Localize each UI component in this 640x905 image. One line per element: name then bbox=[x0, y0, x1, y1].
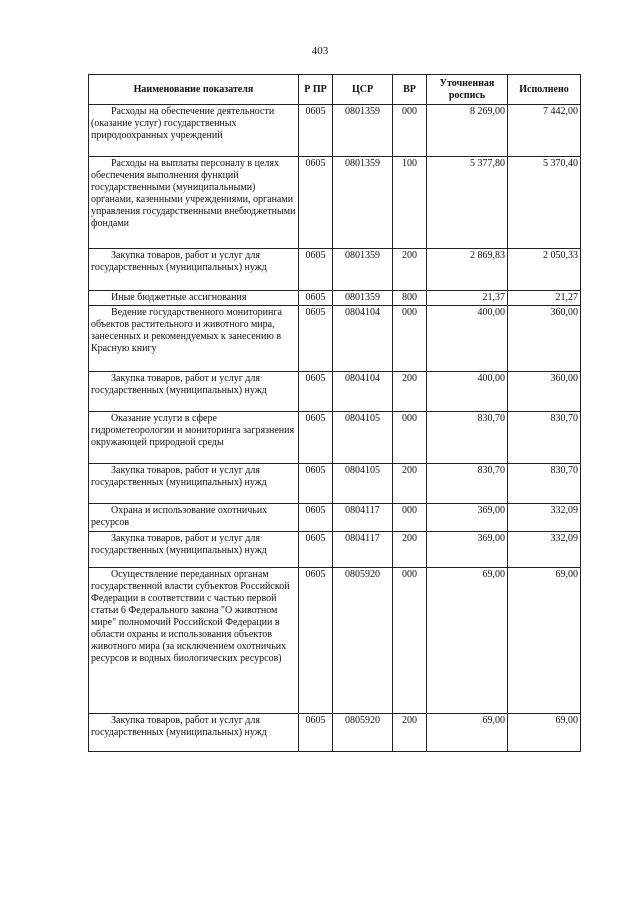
row-done: 830,70 bbox=[508, 412, 581, 464]
row-rpr: 0605 bbox=[299, 568, 333, 714]
row-vr: 000 bbox=[393, 306, 427, 372]
header-plan: Уточненная роспись bbox=[427, 75, 508, 105]
row-done: 5 370,40 bbox=[508, 157, 581, 249]
row-rpr: 0605 bbox=[299, 504, 333, 532]
row-csr: 0801359 bbox=[333, 249, 393, 291]
row-vr: 200 bbox=[393, 249, 427, 291]
row-rpr: 0605 bbox=[299, 372, 333, 412]
row-done: 69,00 bbox=[508, 714, 581, 752]
budget-table bbox=[88, 74, 581, 752]
row-csr: 0801359 bbox=[333, 291, 393, 306]
row-plan: 369,00 bbox=[427, 504, 508, 532]
row-csr: 0805920 bbox=[333, 568, 393, 714]
row-done: 830,70 bbox=[508, 464, 581, 504]
row-rpr: 0605 bbox=[299, 157, 333, 249]
row-csr: 0805920 bbox=[333, 714, 393, 752]
row-name: Иные бюджетные ассигнования bbox=[89, 291, 299, 306]
table-row bbox=[89, 372, 581, 412]
table-row bbox=[89, 568, 581, 714]
row-done: 332,09 bbox=[508, 532, 581, 568]
row-done: 21,27 bbox=[508, 291, 581, 306]
row-plan: 69,00 bbox=[427, 714, 508, 752]
row-plan: 369,00 bbox=[427, 532, 508, 568]
row-name: Осуществление переданных органам государственной власти субъектов Российской Федерации в соответствии с частью первой статьи 6 Федерального закона "О животном мире" полномочий Российской Федерации в области охраны и использования объектов животного мира (за исключением охотничьих ресурсов и водных биологических ресурсов) bbox=[89, 568, 299, 714]
row-plan: 400,00 bbox=[427, 372, 508, 412]
row-name: Ведение государственного мониторинга объектов растительного и животного мира, занесенных и рекомендуемых к занесению в Красную книгу bbox=[89, 306, 299, 372]
row-name: Закупка товаров, работ и услуг для государственных (муниципальных) нужд bbox=[89, 714, 299, 752]
row-done: 69,00 bbox=[508, 568, 581, 714]
table-row bbox=[89, 504, 581, 532]
row-name: Закупка товаров, работ и услуг для государственных (муниципальных) нужд bbox=[89, 249, 299, 291]
row-vr: 000 bbox=[393, 568, 427, 714]
row-plan: 400,00 bbox=[427, 306, 508, 372]
row-csr: 0804104 bbox=[333, 306, 393, 372]
table-header-row bbox=[89, 75, 581, 105]
row-done: 7 442,00 bbox=[508, 105, 581, 157]
header-done: Исполнено bbox=[508, 75, 581, 105]
row-rpr: 0605 bbox=[299, 714, 333, 752]
header-vr: ВР bbox=[393, 75, 427, 105]
row-plan: 69,00 bbox=[427, 568, 508, 714]
row-plan: 830,70 bbox=[427, 464, 508, 504]
row-csr: 0801359 bbox=[333, 157, 393, 249]
row-vr: 800 bbox=[393, 291, 427, 306]
row-name: Закупка товаров, работ и услуг для государственных (муниципальных) нужд bbox=[89, 532, 299, 568]
header-rpr: Р ПР bbox=[299, 75, 333, 105]
row-vr: 200 bbox=[393, 372, 427, 412]
row-vr: 000 bbox=[393, 504, 427, 532]
row-vr: 200 bbox=[393, 464, 427, 504]
row-plan: 2 869,83 bbox=[427, 249, 508, 291]
table-row bbox=[89, 306, 581, 372]
row-csr: 0804105 bbox=[333, 412, 393, 464]
table-row bbox=[89, 464, 581, 504]
row-vr: 200 bbox=[393, 714, 427, 752]
row-vr: 000 bbox=[393, 412, 427, 464]
table-row bbox=[89, 714, 581, 752]
row-vr: 000 bbox=[393, 105, 427, 157]
header-csr: ЦСР bbox=[333, 75, 393, 105]
row-plan: 21,37 bbox=[427, 291, 508, 306]
row-done: 332,09 bbox=[508, 504, 581, 532]
header-name: Наименование показателя bbox=[89, 75, 299, 105]
row-rpr: 0605 bbox=[299, 105, 333, 157]
table-row bbox=[89, 291, 581, 306]
row-rpr: 0605 bbox=[299, 412, 333, 464]
row-vr: 100 bbox=[393, 157, 427, 249]
row-rpr: 0605 bbox=[299, 306, 333, 372]
table-row bbox=[89, 249, 581, 291]
row-rpr: 0605 bbox=[299, 464, 333, 504]
row-csr: 0804117 bbox=[333, 532, 393, 568]
row-vr: 200 bbox=[393, 532, 427, 568]
row-done: 360,00 bbox=[508, 372, 581, 412]
row-csr: 0804117 bbox=[333, 504, 393, 532]
row-csr: 0804104 bbox=[333, 372, 393, 412]
row-plan: 5 377,80 bbox=[427, 157, 508, 249]
table-row bbox=[89, 412, 581, 464]
row-name: Расходы на обеспечение деятельности (оказание услуг) государственных природоохранных учреждений bbox=[89, 105, 299, 157]
table-row bbox=[89, 105, 581, 157]
row-name: Закупка товаров, работ и услуг для государственных (муниципальных) нужд bbox=[89, 372, 299, 412]
row-name: Закупка товаров, работ и услуг для государственных (муниципальных) нужд bbox=[89, 464, 299, 504]
row-name: Охрана и использование охотничьих ресурсов bbox=[89, 504, 299, 532]
row-plan: 8 269,00 bbox=[427, 105, 508, 157]
row-name: Оказание услуги в сфере гидрометеорологии и мониторинга загрязнения окружающей природной среды bbox=[89, 412, 299, 464]
table-row bbox=[89, 532, 581, 568]
row-rpr: 0605 bbox=[299, 532, 333, 568]
row-rpr: 0605 bbox=[299, 249, 333, 291]
row-name: Расходы на выплаты персоналу в целях обеспечения выполнения функций государственными (муниципальными) органами, казенными учреждениями, органами управления государственными внебюджетными фондами bbox=[89, 157, 299, 249]
page-number: 403 bbox=[311, 45, 329, 57]
table-row bbox=[89, 157, 581, 249]
row-done: 2 050,33 bbox=[508, 249, 581, 291]
row-done: 360,00 bbox=[508, 306, 581, 372]
row-csr: 0801359 bbox=[333, 105, 393, 157]
row-plan: 830,70 bbox=[427, 412, 508, 464]
row-rpr: 0605 bbox=[299, 291, 333, 306]
row-csr: 0804105 bbox=[333, 464, 393, 504]
